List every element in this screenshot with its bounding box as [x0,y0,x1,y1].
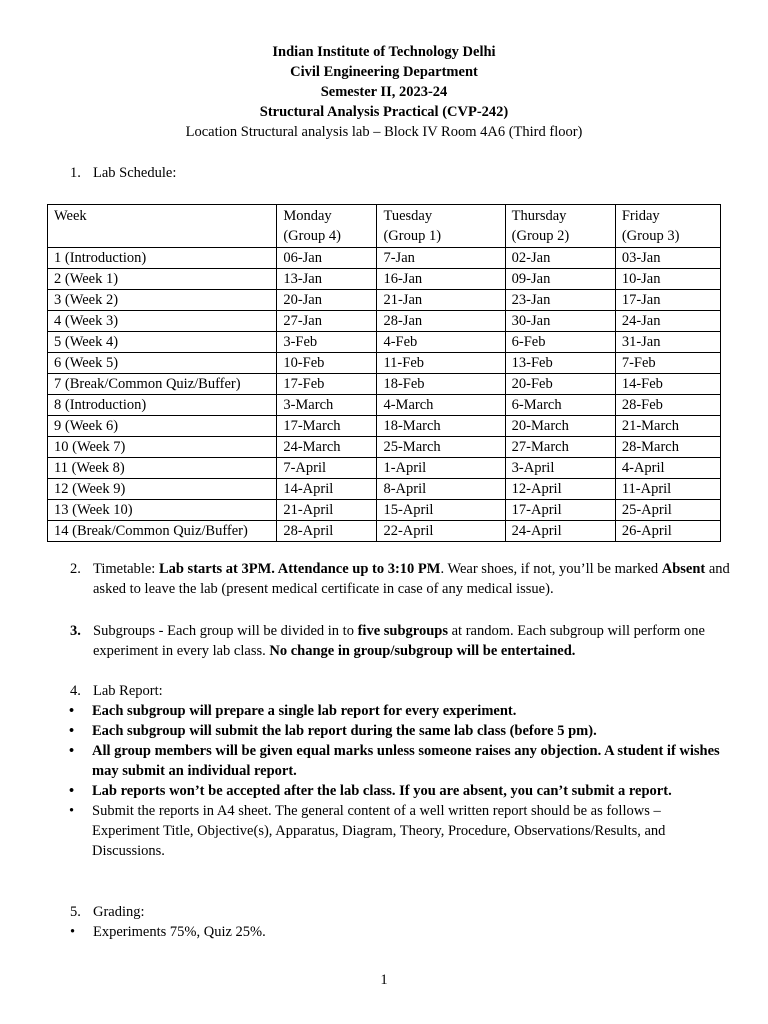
list-item: • Each subgroup will prepare a single lab report for every experiment. [69,703,517,719]
table-header-row [48,205,721,248]
date-cell: 26-April [615,521,720,542]
week-cell: 12 (Week 9) [48,479,277,500]
week-cell: 4 (Week 3) [48,311,277,332]
week-cell: 11 (Week 8) [48,458,277,479]
date-cell: 28-March [615,437,720,458]
date-cell: 6-Feb [505,332,615,353]
date-cell: 18-March [377,416,505,437]
date-cell: 17-Jan [615,290,720,311]
table-row [48,437,721,458]
date-cell: 4-March [377,395,505,416]
course-title: Structural Analysis Practical (CVP-242) [259,104,509,120]
date-cell: 13-Jan [277,269,377,290]
date-cell: 30-Jan [505,311,615,332]
date-cell: 14-April [277,479,377,500]
timetable-text: Timetable: Lab starts at 3PM. Attendance up to 3:10 PM. Wear shoes, if not, you’ll be marked Absent and asked to leave the lab (present medical certificate in case of any medical issue). [93,561,730,597]
section-number: 2. [70,561,81,577]
date-cell: 24-April [505,521,615,542]
date-cell: 3-Feb [277,332,377,353]
list-item: • Experiments 75%, Quiz 25%. [70,924,266,940]
date-cell: 21-April [277,500,377,521]
date-cell: 25-April [615,500,720,521]
week-cell: 2 (Week 1) [48,269,277,290]
date-cell: 21-March [615,416,720,437]
date-cell: 27-March [505,437,615,458]
date-cell: 7-Feb [615,353,720,374]
section-number: 1. [70,165,81,181]
date-cell: 10-Feb [277,353,377,374]
date-cell: 15-April [377,500,505,521]
date-cell: 17-April [505,500,615,521]
date-cell: 8-April [377,479,505,500]
table-row [48,332,721,353]
table-row [48,248,721,269]
date-cell: 24-March [277,437,377,458]
table-row [48,374,721,395]
date-cell: 03-Jan [615,248,720,269]
date-cell: 09-Jan [505,269,615,290]
date-cell: 21-Jan [377,290,505,311]
date-cell: 28-April [277,521,377,542]
table-row [48,521,721,542]
header-cell: Tuesday (Group 1) [377,205,505,248]
list-item: • Submit the reports in A4 sheet. The general content of a well written report should be as follows – Experiment Title, Objective(s), Apparatus, Diagram, Theory, Procedure, Observations/Results, and Discussions. [69,803,666,859]
date-cell: 18-Feb [377,374,505,395]
week-cell: 13 (Week 10) [48,500,277,521]
list-item: • All group members will be given equal marks unless someone raises any objection. A student if wishes may submit an individual report. [69,743,720,779]
week-cell: 10 (Week 7) [48,437,277,458]
lab-location: Location Structural analysis lab – Block IV Room 4A6 (Third floor) [185,124,583,140]
week-cell: 5 (Week 4) [48,332,277,353]
section-subgroups [70,621,730,661]
date-cell: 13-Feb [505,353,615,374]
section-number: 4. [70,683,81,699]
date-cell: 24-Jan [615,311,720,332]
date-cell: 20-Jan [277,290,377,311]
date-cell: 17-Feb [277,374,377,395]
table-row [48,500,721,521]
section-number: 5. [70,904,81,920]
date-cell: 4-Feb [377,332,505,353]
document-header [0,42,768,142]
date-cell: 3-April [505,458,615,479]
date-cell: 20-Feb [505,374,615,395]
date-cell: 6-March [505,395,615,416]
week-cell: 14 (Break/Common Quiz/Buffer) [48,521,277,542]
header-cell: Week [48,205,277,248]
page-number: 1 [380,972,388,988]
date-cell: 14-Feb [615,374,720,395]
semester: Semester II, 2023-24 [320,84,448,100]
week-cell: 3 (Week 2) [48,290,277,311]
week-cell: 7 (Break/Common Quiz/Buffer) [48,374,277,395]
institute-name: Indian Institute of Technology Delhi [272,44,496,60]
date-cell: 02-Jan [505,248,615,269]
date-cell: 11-Feb [377,353,505,374]
table-row [48,416,721,437]
date-cell: 12-April [505,479,615,500]
section-timetable [70,559,730,599]
date-cell: 06-Jan [277,248,377,269]
week-cell: 1 (Introduction) [48,248,277,269]
subgroups-text: Subgroups - Each group will be divided in to five subgroups at random. Each subgroup will perform one experiment in every lab class. No change in group/subgroup will be entertained. [93,623,705,659]
table-row [48,353,721,374]
week-cell: 6 (Week 5) [48,353,277,374]
date-cell: 31-Jan [615,332,720,353]
date-cell: 4-April [615,458,720,479]
date-cell: 1-April [377,458,505,479]
section-title: Grading: [93,904,145,920]
section-title: Lab Schedule: [93,165,177,181]
date-cell: 28-Jan [377,311,505,332]
table-row [48,395,721,416]
list-item: • Lab reports won’t be accepted after the lab class. If you are absent, you can’t submit a report. [69,783,672,799]
table-row [48,479,721,500]
section-lab-report [70,681,730,861]
section-number: 3. [70,623,81,639]
date-cell: 11-April [615,479,720,500]
table-row [48,458,721,479]
date-cell: 7-Jan [377,248,505,269]
date-cell: 27-Jan [277,311,377,332]
header-cell: Monday (Group 4) [277,205,377,248]
table-row [48,311,721,332]
date-cell: 20-March [505,416,615,437]
week-cell: 8 (Introduction) [48,395,277,416]
section-grading [70,902,730,942]
table-row [48,269,721,290]
date-cell: 3-March [277,395,377,416]
schedule-table [47,204,721,542]
header-cell: Friday (Group 3) [615,205,720,248]
date-cell: 23-Jan [505,290,615,311]
date-cell: 22-April [377,521,505,542]
date-cell: 17-March [277,416,377,437]
department-name: Civil Engineering Department [290,64,478,80]
list-item: • Each subgroup will submit the lab report during the same lab class (before 5 pm). [69,723,597,739]
table-row [48,290,721,311]
date-cell: 25-March [377,437,505,458]
date-cell: 28-Feb [615,395,720,416]
date-cell: 10-Jan [615,269,720,290]
lab-report-list [69,701,729,861]
week-cell: 9 (Week 6) [48,416,277,437]
date-cell: 16-Jan [377,269,505,290]
section-lab-schedule [70,163,730,183]
date-cell: 7-April [277,458,377,479]
grading-list [70,922,730,942]
header-cell: Thursday (Group 2) [505,205,615,248]
section-title: Lab Report: [93,683,163,699]
